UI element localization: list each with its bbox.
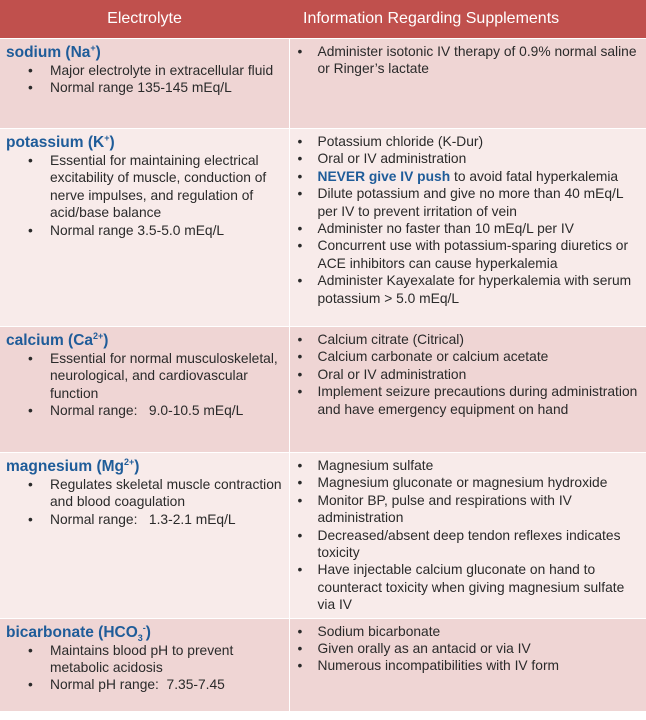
list-item: • Calcium citrate (Citrical) [296,331,641,348]
electrolyte-cell [0,39,289,129]
table-row-calcium [0,327,646,453]
supplements-cell [289,327,646,453]
list-item: • Magnesium gluconate or magnesium hydroxide [296,474,641,491]
list-item: • Normal pH range: 7.35-7.45 [6,676,283,693]
supplements-cell [289,618,646,711]
list-item: • Implement seizure precautions during administration and have emergency equipment on hand [296,383,641,418]
list-item: • Essential for maintaining electrical excitability of muscle, conduction of nerve impulses, and regulation of acid/base balance [6,152,283,222]
supplements-cell [289,39,646,129]
electrolyte-cell [0,327,289,453]
electrolyte-title: sodium (Na+) [6,42,101,61]
list-item: • Normal range: 1.3-2.1 mEq/L [6,511,283,528]
header-supplements: Information Regarding Supplements [289,0,646,39]
electrolyte-cell [0,453,289,619]
list-item: • Oral or IV administration [296,150,641,167]
warning-emphasis: NEVER give IV push [317,168,451,184]
header-electrolyte: Electrolyte [0,0,289,39]
table-row-potassium [0,129,646,327]
electrolyte-title: potassium (K+) [6,132,115,151]
list-item: • Have injectable calcium gluconate on hand to counteract toxicity when giving magnesium sulfate via IV [296,561,641,613]
electrolyte-title: magnesium $(Mg^{2+})$ [6,456,140,475]
list-item: • NEVER give IV push to avoid fatal hyperkalemia [296,168,641,185]
list-item: • Administer isotonic IV therapy of 0.9% normal saline or Ringer’s lactate [296,43,641,78]
list-item: • Regulates skeletal muscle contraction and blood coagulation [6,476,283,511]
list-item: • Normal range 135-145 mEq/L [6,79,283,96]
list-item: • Oral or IV administration [296,366,641,383]
list-item: • Normal range: 9.0-10.5 mEq/L [6,402,283,419]
list-item: • Given orally as an antacid or via IV [296,640,641,657]
table-row-sodium [0,39,646,129]
electrolyte-title: calcium $(Ca^{2+})$ [6,330,109,349]
list-item: • Calcium carbonate or calcium acetate [296,348,641,365]
list-item: • Numerous incompatibilities with IV form [296,657,641,674]
list-item: • Administer Kayexalate for hyperkalemia with serum potassium > 5.0 mEq/L [296,272,641,307]
list-item: • Sodium bicarbonate [296,623,641,640]
table-row-magnesium [0,453,646,619]
list-item: • Magnesium sulfate [296,457,641,474]
list-item: • Monitor BP, pulse and respirations with IV administration [296,492,641,527]
header-row [0,0,646,39]
list-item: • Essential for normal musculoskeletal, neurological, and cardiovascular function [6,350,283,402]
supplements-cell [289,453,646,619]
list-item: • Maintains blood pH to prevent metabolic acidosis [6,642,283,677]
list-item: • Administer no faster than 10 mEq/L per IV [296,220,641,237]
list-item: • Potassium chloride (K-Dur) [296,133,641,150]
supplements-cell [289,129,646,327]
list-item: • Normal range 3.5-5.0 mEq/L [6,222,283,239]
list-item: • Major electrolyte in extracellular fluid [6,62,283,79]
list-item: • Dilute potassium and give no more than 40 mEq/L per IV to prevent irritation of vein [296,185,641,220]
table-row-bicarbonate [0,618,646,711]
list-item: • Concurrent use with potassium-sparing diuretics or ACE inhibitors can cause hyperkalemia [296,237,641,272]
electrolyte-cell [0,618,289,711]
electrolyte-title: bicarbonate $(HCO_3^-)$ [6,622,151,643]
electrolyte-cell [0,129,289,327]
list-item: • Decreased/absent deep tendon reflexes indicates toxicity [296,527,641,562]
